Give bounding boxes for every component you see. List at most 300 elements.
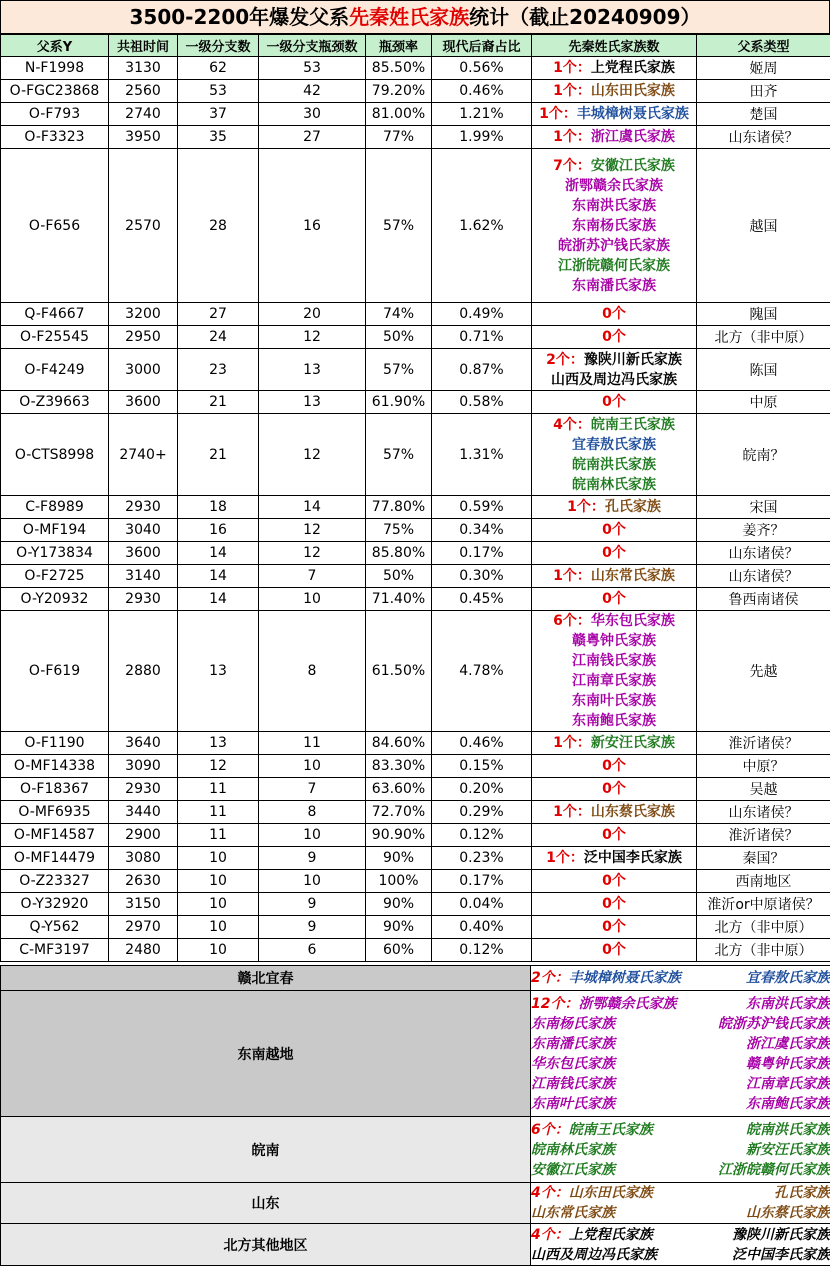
family-count: 1个： [553, 568, 591, 584]
cell-families [532, 611, 697, 732]
cell-share: 0.59% [432, 496, 532, 519]
cell-branches: 11 [178, 824, 259, 847]
family-name: 赣粤钟氏家族 [746, 1055, 830, 1072]
cell-y: O-MF194 [1, 519, 109, 542]
cell-time: 3200 [109, 303, 178, 326]
cell-rate: 84.60% [366, 732, 432, 755]
table-row [1, 349, 830, 391]
col-header-type: 父系类型 [697, 35, 830, 57]
summary-row [1, 991, 830, 1117]
cell-rate: 72.70% [366, 801, 432, 824]
summary-left [531, 1054, 615, 1074]
family-name: 华东包氏家族 [590, 613, 675, 629]
cell-families [532, 542, 697, 565]
family-count: 1个： [546, 850, 584, 866]
cell-bottleneck: 6 [259, 939, 366, 962]
family-name: 皖南洪氏家族 [746, 1121, 830, 1138]
cell-time: 3150 [109, 893, 178, 916]
cell-bottleneck: 12 [259, 326, 366, 349]
family-count: 0个 [602, 591, 626, 607]
cell-y: O-F2725 [1, 565, 109, 588]
cell-type: 姬周 [697, 57, 830, 80]
cell-branches: 16 [178, 519, 259, 542]
cell-bottleneck: 8 [259, 611, 366, 732]
family-count: 7个： [553, 157, 591, 174]
cell-families [532, 303, 697, 326]
family-name: 上党程氏家族 [568, 1226, 653, 1243]
cell-families [532, 391, 697, 414]
cell-y: O-Y173834 [1, 542, 109, 565]
cell-y: O-F3323 [1, 126, 109, 149]
summary-line [531, 1074, 830, 1094]
summary-line [531, 1225, 830, 1245]
cell-branches: 10 [178, 893, 259, 916]
summary-region: 东南越地 [1, 991, 531, 1117]
cell-share: 0.17% [432, 870, 532, 893]
family-count: 0个 [602, 306, 626, 322]
family-name: 东南叶氏家族 [531, 1095, 615, 1112]
family-name: 豫陕川新氏家族 [583, 351, 682, 368]
cell-rate: 75% [366, 519, 432, 542]
family-line [532, 236, 696, 256]
family-name: 江南钱氏家族 [572, 653, 656, 669]
cell-share: 1.99% [432, 126, 532, 149]
summary-region: 北方其他地区 [1, 1224, 531, 1266]
summary-left [531, 1074, 615, 1094]
family-line [532, 81, 696, 101]
table-row [1, 916, 830, 939]
cell-branches: 18 [178, 496, 259, 519]
cell-y: O-F4249 [1, 349, 109, 391]
cell-type: 田齐 [697, 80, 830, 103]
cell-type: 北方（非中原） [697, 326, 830, 349]
family-name: 江浙皖赣何氏家族 [718, 1161, 830, 1178]
family-line [532, 475, 696, 495]
cell-bottleneck: 11 [259, 732, 366, 755]
cell-type: 吴越 [697, 778, 830, 801]
title-suffix: 统计（截止20240909） [469, 5, 701, 29]
family-name: 皖南王氏家族 [590, 416, 675, 433]
cell-families [532, 496, 697, 519]
family-name: 浙江虞氏家族 [590, 129, 675, 145]
family-name: 山东常氏家族 [590, 568, 675, 584]
family-count: 0个 [602, 781, 626, 797]
family-line [532, 415, 696, 435]
table-row [1, 414, 830, 496]
cell-rate: 57% [366, 414, 432, 496]
table-row [1, 801, 830, 824]
family-line [532, 216, 696, 236]
cell-share: 1.21% [432, 103, 532, 126]
summary-line [531, 1183, 830, 1203]
table-row [1, 824, 830, 847]
family-name: 泛中国李氏家族 [732, 1246, 830, 1263]
cell-bottleneck: 12 [259, 519, 366, 542]
summary-line [531, 1245, 830, 1265]
cell-share: 1.31% [432, 414, 532, 496]
family-name: 山西及周边冯氏家族 [551, 371, 677, 388]
summary-count: 4个： [531, 1185, 569, 1201]
cell-share: 1.62% [432, 149, 532, 303]
summary-table [0, 965, 830, 1266]
family-line [532, 58, 696, 78]
cell-rate: 85.50% [366, 57, 432, 80]
family-name: 新安汪氏家族 [590, 735, 675, 751]
cell-type: 宋国 [697, 496, 830, 519]
family-name: 山东田氏家族 [568, 1185, 653, 1201]
cell-bottleneck: 12 [259, 414, 366, 496]
cell-share: 0.04% [432, 893, 532, 916]
family-count: 1个： [553, 83, 591, 99]
cell-families [532, 847, 697, 870]
cell-branches: 10 [178, 870, 259, 893]
table-title [0, 0, 830, 34]
cell-families [532, 916, 697, 939]
cell-y: O-F1190 [1, 732, 109, 755]
cell-time: 3000 [109, 349, 178, 391]
summary-line [531, 1054, 830, 1074]
cell-rate: 50% [366, 326, 432, 349]
cell-time: 2930 [109, 778, 178, 801]
cell-type: 北方（非中原） [697, 939, 830, 962]
cell-rate: 60% [366, 939, 432, 962]
summary-left [531, 994, 676, 1014]
cell-y: O-MF14587 [1, 824, 109, 847]
cell-bottleneck: 30 [259, 103, 366, 126]
cell-share: 0.30% [432, 565, 532, 588]
family-name: 华东包氏家族 [531, 1055, 615, 1072]
family-name: 东南鲍氏家族 [746, 1095, 830, 1112]
summary-left [531, 1120, 653, 1140]
summary-left [531, 1245, 657, 1265]
family-name: 东南洪氏家族 [572, 197, 656, 214]
family-line [532, 848, 696, 868]
cell-time: 3040 [109, 519, 178, 542]
family-count: 0个 [602, 758, 626, 774]
family-name: 新安汪氏家族 [746, 1141, 830, 1158]
summary-left [531, 1140, 615, 1160]
cell-share: 0.56% [432, 57, 532, 80]
cell-families [532, 893, 697, 916]
cell-type: 淮沂诸侯？ [697, 824, 830, 847]
summary-left [531, 1034, 615, 1054]
cell-share: 0.46% [432, 732, 532, 755]
cell-y: O-F25545 [1, 326, 109, 349]
family-line [532, 497, 696, 517]
family-count: 1个： [553, 804, 591, 820]
cell-branches: 53 [178, 80, 259, 103]
summary-line [531, 1140, 830, 1160]
table-row [1, 565, 830, 588]
summary-row [1, 966, 830, 991]
cell-type: 鲁西南诸侯 [697, 588, 830, 611]
summary-families [531, 966, 830, 991]
family-name: 豫陕川新氏家族 [732, 1226, 830, 1243]
cell-share: 0.17% [432, 542, 532, 565]
family-count: 0个 [602, 827, 626, 843]
cell-type: 先越 [697, 611, 830, 732]
cell-y: C-MF3197 [1, 939, 109, 962]
cell-families [532, 126, 697, 149]
cell-type: 楚国 [697, 103, 830, 126]
family-count: 1个： [553, 60, 591, 76]
summary-row [1, 1183, 830, 1224]
family-name: 山东常氏家族 [531, 1205, 615, 1221]
family-count: 2个： [546, 351, 584, 368]
family-name: 浙鄂赣余氏家族 [565, 177, 663, 194]
family-count: 1个： [567, 499, 605, 515]
family-line [532, 611, 696, 631]
cell-type: 姜齐？ [697, 519, 830, 542]
cell-families [532, 103, 697, 126]
family-name: 皖浙苏沪钱氏家族 [718, 1015, 830, 1032]
family-name: 山东蔡氏家族 [746, 1205, 830, 1221]
cell-rate: 77% [366, 126, 432, 149]
cell-time: 2900 [109, 824, 178, 847]
cell-time: 3640 [109, 732, 178, 755]
cell-branches: 10 [178, 847, 259, 870]
table-row [1, 126, 830, 149]
cell-families [532, 565, 697, 588]
family-count: 0个 [602, 545, 626, 561]
cell-branches: 12 [178, 755, 259, 778]
cell-y: Q-Y562 [1, 916, 109, 939]
family-name: 皖南王氏家族 [568, 1121, 653, 1138]
cell-rate: 57% [366, 149, 432, 303]
cell-branches: 14 [178, 588, 259, 611]
cell-time: 2630 [109, 870, 178, 893]
cell-share: 0.87% [432, 349, 532, 391]
cell-bottleneck: 53 [259, 57, 366, 80]
family-name: 江南章氏家族 [746, 1075, 830, 1092]
cell-share: 0.20% [432, 778, 532, 801]
cell-bottleneck: 14 [259, 496, 366, 519]
summary-row [1, 1117, 830, 1183]
cell-type: 北方（非中原） [697, 916, 830, 939]
cell-time: 3600 [109, 542, 178, 565]
cell-type: 秦国？ [697, 847, 830, 870]
cell-rate: 90% [366, 916, 432, 939]
cell-time: 2950 [109, 326, 178, 349]
family-name: 江南章氏家族 [572, 673, 656, 689]
cell-type: 中原 [697, 391, 830, 414]
summary-line [531, 1120, 830, 1140]
cell-families [532, 149, 697, 303]
cell-bottleneck: 9 [259, 847, 366, 870]
summary-line [531, 968, 830, 988]
cell-rate: 83.30% [366, 755, 432, 778]
table-row [1, 391, 830, 414]
cell-share: 0.40% [432, 916, 532, 939]
cell-y: O-Z39663 [1, 391, 109, 414]
cell-branches: 11 [178, 778, 259, 801]
cell-families [532, 80, 697, 103]
summary-line [531, 1094, 830, 1114]
family-line [532, 631, 696, 651]
cell-rate: 79.20% [366, 80, 432, 103]
cell-time: 2880 [109, 611, 178, 732]
summary-region: 赣北宜春 [1, 966, 531, 991]
cell-type: 西南地区 [697, 870, 830, 893]
summary-count: 4个： [531, 1226, 569, 1243]
family-name: 东南鲍氏家族 [572, 713, 656, 729]
cell-rate: 61.90% [366, 391, 432, 414]
cell-families [532, 755, 697, 778]
cell-branches: 14 [178, 565, 259, 588]
table-row [1, 326, 830, 349]
cell-branches: 14 [178, 542, 259, 565]
cell-bottleneck: 27 [259, 126, 366, 149]
summary-left [531, 1160, 615, 1180]
cell-families [532, 326, 697, 349]
family-line [532, 651, 696, 671]
family-name: 泛中国李氏家族 [583, 850, 682, 866]
cell-time: 2970 [109, 916, 178, 939]
cell-families [532, 870, 697, 893]
col-header-time: 共祖时间 [109, 35, 178, 57]
cell-branches: 21 [178, 391, 259, 414]
summary-left [531, 968, 681, 988]
cell-branches: 24 [178, 326, 259, 349]
col-header-families: 先秦姓氏家族数 [532, 35, 697, 57]
cell-y: O-F793 [1, 103, 109, 126]
family-name: 丰城樟树聂氏家族 [568, 970, 681, 986]
cell-rate: 71.40% [366, 588, 432, 611]
cell-bottleneck: 20 [259, 303, 366, 326]
family-line [532, 566, 696, 586]
cell-bottleneck: 42 [259, 80, 366, 103]
summary-families [531, 991, 830, 1117]
cell-rate: 81.00% [366, 103, 432, 126]
summary-region: 皖南 [1, 1117, 531, 1183]
cell-bottleneck: 10 [259, 755, 366, 778]
cell-type: 淮沂or中原诸侯？ [697, 893, 830, 916]
cell-y: C-F8989 [1, 496, 109, 519]
cell-families [532, 732, 697, 755]
family-name: 安徽江氏家族 [590, 157, 675, 174]
cell-rate: 85.80% [366, 542, 432, 565]
summary-families [531, 1183, 830, 1224]
cell-branches: 27 [178, 303, 259, 326]
cell-families [532, 824, 697, 847]
cell-time: 3600 [109, 391, 178, 414]
summary-line [531, 1160, 830, 1180]
family-line [532, 455, 696, 475]
cell-branches: 21 [178, 414, 259, 496]
table-row [1, 611, 830, 732]
table-row [1, 588, 830, 611]
family-line [532, 127, 696, 147]
cell-time: 2740+ [109, 414, 178, 496]
family-name: 赣粤钟氏家族 [572, 633, 656, 649]
family-count: 0个 [602, 896, 626, 912]
family-count: 0个 [602, 522, 626, 538]
cell-type: 山东诸侯？ [697, 126, 830, 149]
cell-y: O-F656 [1, 149, 109, 303]
family-name: 皖南林氏家族 [531, 1141, 615, 1158]
cell-type: 陈国 [697, 349, 830, 391]
family-name: 东南杨氏家族 [572, 217, 656, 234]
cell-time: 2930 [109, 588, 178, 611]
table-row [1, 57, 830, 80]
cell-y: O-Y32920 [1, 893, 109, 916]
summary-line [531, 994, 830, 1014]
cell-bottleneck: 7 [259, 778, 366, 801]
cell-time: 3130 [109, 57, 178, 80]
summary-line [531, 1014, 830, 1034]
cell-share: 0.12% [432, 939, 532, 962]
cell-rate: 90% [366, 847, 432, 870]
cell-share: 0.45% [432, 588, 532, 611]
family-line [532, 350, 696, 370]
col-header-bottleneck: 一级分支瓶颈数 [259, 35, 366, 57]
cell-bottleneck: 12 [259, 542, 366, 565]
family-name: 东南洪氏家族 [746, 995, 830, 1012]
family-count: 0个 [602, 329, 626, 345]
family-line [532, 256, 696, 276]
cell-branches: 11 [178, 801, 259, 824]
cell-rate: 50% [366, 565, 432, 588]
family-name: 山西及周边冯氏家族 [531, 1246, 657, 1263]
table-row [1, 755, 830, 778]
cell-rate: 77.80% [366, 496, 432, 519]
cell-rate: 74% [366, 303, 432, 326]
cell-bottleneck: 10 [259, 824, 366, 847]
cell-share: 0.15% [432, 755, 532, 778]
cell-y: Q-F4667 [1, 303, 109, 326]
cell-branches: 35 [178, 126, 259, 149]
family-line [532, 435, 696, 455]
cell-y: O-MF14338 [1, 755, 109, 778]
cell-rate: 61.50% [366, 611, 432, 732]
family-name: 江南钱氏家族 [531, 1075, 615, 1092]
cell-type: 皖南？ [697, 414, 830, 496]
cell-families [532, 349, 697, 391]
family-name: 浙江虞氏家族 [746, 1035, 830, 1052]
col-header-share: 现代后裔占比 [432, 35, 532, 57]
table-row [1, 893, 830, 916]
cell-time: 2480 [109, 939, 178, 962]
summary-left [531, 1183, 653, 1203]
cell-type: 山东诸侯？ [697, 565, 830, 588]
family-count: 0个 [602, 873, 626, 889]
cell-y: O-CTS8998 [1, 414, 109, 496]
family-count: 1个： [539, 106, 577, 122]
cell-time: 3090 [109, 755, 178, 778]
summary-region: 山东 [1, 1183, 531, 1224]
summary-left [531, 1203, 615, 1223]
family-name: 宜春敖氏家族 [746, 970, 830, 986]
cell-families [532, 939, 697, 962]
family-line [532, 156, 696, 176]
cell-rate: 57% [366, 349, 432, 391]
cell-share: 0.23% [432, 847, 532, 870]
cell-y: O-Y20932 [1, 588, 109, 611]
cell-time: 3440 [109, 801, 178, 824]
family-name: 东南杨氏家族 [531, 1015, 615, 1032]
cell-rate: 90% [366, 893, 432, 916]
cell-share: 0.34% [432, 519, 532, 542]
table-row [1, 778, 830, 801]
summary-left [531, 1014, 615, 1034]
cell-families [532, 801, 697, 824]
family-name: 山东蔡氏家族 [590, 804, 675, 820]
cell-y: O-F18367 [1, 778, 109, 801]
family-name: 上党程氏家族 [590, 60, 675, 76]
cell-time: 2740 [109, 103, 178, 126]
cell-rate: 63.60% [366, 778, 432, 801]
family-line [532, 671, 696, 691]
